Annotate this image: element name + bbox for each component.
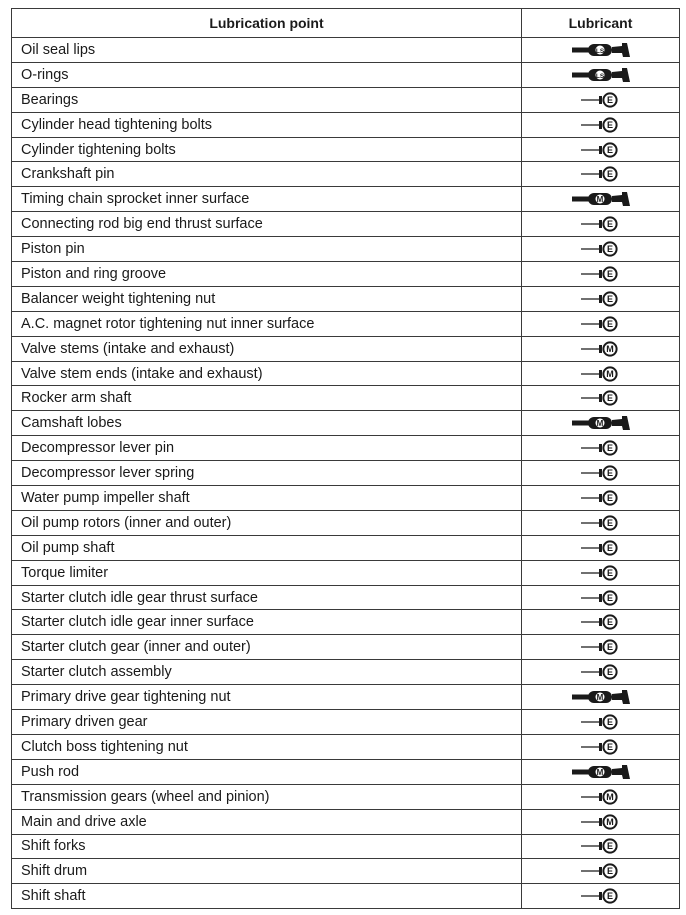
lubricant-code: E	[606, 617, 613, 628]
lubricant-code: E	[606, 294, 613, 305]
grease-gun-icon	[570, 763, 632, 781]
lubrication-point-cell: Piston pin	[12, 237, 522, 262]
lubricant-code: E	[606, 219, 613, 230]
lubricant-code: E	[606, 493, 613, 504]
lubrication-point-cell: Transmission gears (wheel and pinion)	[12, 784, 522, 809]
lubricant-code: E	[606, 518, 613, 529]
oil-can-icon	[579, 713, 623, 731]
table-row	[12, 859, 680, 884]
lubrication-point-cell: Clutch boss tightening nut	[12, 734, 522, 759]
lubricant-cell	[522, 486, 680, 511]
lubricant-cell	[522, 87, 680, 112]
lubrication-point-cell: O-rings	[12, 62, 522, 87]
lubricant-code: M	[596, 767, 603, 777]
lubricant-cell	[522, 585, 680, 610]
grease-gun-icon	[570, 41, 632, 59]
table-row	[12, 386, 680, 411]
lubricant-cell	[522, 759, 680, 784]
table-body	[12, 38, 680, 909]
table-row	[12, 87, 680, 112]
oil-can-icon	[579, 91, 623, 109]
table-row	[12, 461, 680, 486]
lubricant-code: E	[606, 119, 613, 130]
oil-can-icon	[579, 837, 623, 855]
lubricant-code: M	[605, 791, 614, 802]
oil-can-icon	[579, 365, 623, 383]
oil-can-icon	[579, 290, 623, 308]
oil-can-icon	[579, 215, 623, 233]
table-row	[12, 710, 680, 735]
lubrication-point-cell: Starter clutch idle gear thrust surface	[12, 585, 522, 610]
lubricant-cell	[522, 411, 680, 436]
lubrication-point-cell: Valve stems (intake and exhaust)	[12, 336, 522, 361]
oil-can-icon	[579, 589, 623, 607]
lubricant-code: E	[606, 667, 613, 678]
table-row	[12, 884, 680, 909]
lubrication-point-cell: Main and drive axle	[12, 809, 522, 834]
oil-can-icon	[579, 141, 623, 159]
grease-gun-icon	[570, 688, 632, 706]
oil-can-icon	[579, 116, 623, 134]
lubricant-cell	[522, 38, 680, 63]
lubricant-code: E	[606, 169, 613, 180]
lubrication-point-cell: Starter clutch idle gear inner surface	[12, 610, 522, 635]
lubrication-point-cell: Camshaft lobes	[12, 411, 522, 436]
lubricant-code: E	[606, 318, 613, 329]
header-lubricant: Lubricant	[522, 9, 680, 38]
lubrication-point-cell: Primary drive gear tightening nut	[12, 685, 522, 710]
table-row	[12, 685, 680, 710]
table-row	[12, 237, 680, 262]
table-row	[12, 62, 680, 87]
lubricant-cell	[522, 734, 680, 759]
lubrication-point-cell: Bearings	[12, 87, 522, 112]
lubricant-cell	[522, 535, 680, 560]
table-row	[12, 486, 680, 511]
lubricant-cell	[522, 710, 680, 735]
table-row	[12, 311, 680, 336]
table-row	[12, 212, 680, 237]
header-row	[12, 9, 680, 38]
oil-can-icon	[579, 738, 623, 756]
lubricant-code: E	[606, 269, 613, 280]
lubricant-code: E	[606, 742, 613, 753]
lubricant-code: M	[596, 419, 603, 429]
grease-gun-icon	[570, 190, 632, 208]
lubricant-code: M	[605, 343, 614, 354]
lubrication-point-cell: Rocker arm shaft	[12, 386, 522, 411]
lubrication-point-cell: Connecting rod big end thrust surface	[12, 212, 522, 237]
table-row	[12, 286, 680, 311]
oil-can-icon	[579, 389, 623, 407]
oil-can-icon	[579, 240, 623, 258]
table-row	[12, 635, 680, 660]
lubricant-cell	[522, 386, 680, 411]
lubricant-code: E	[606, 443, 613, 454]
lubricant-cell	[522, 62, 680, 87]
lubricant-cell	[522, 784, 680, 809]
table-row	[12, 560, 680, 585]
table-row	[12, 784, 680, 809]
oil-can-icon	[579, 564, 623, 582]
table-row	[12, 834, 680, 859]
lubricant-cell	[522, 461, 680, 486]
table-row	[12, 510, 680, 535]
lubrication-point-cell: Crankshaft pin	[12, 162, 522, 187]
lubricant-cell	[522, 212, 680, 237]
lubricant-code: M	[596, 195, 603, 205]
oil-can-icon	[579, 265, 623, 283]
lubricant-code: E	[606, 866, 613, 877]
lubricant-code: M	[605, 368, 614, 379]
lubricant-code: E	[606, 144, 613, 155]
table-row	[12, 734, 680, 759]
table-row	[12, 585, 680, 610]
lubrication-point-cell: Balancer weight tightening nut	[12, 286, 522, 311]
lubrication-point-cell: Primary driven gear	[12, 710, 522, 735]
table-row	[12, 436, 680, 461]
lubricant-cell	[522, 436, 680, 461]
table-row	[12, 610, 680, 635]
lubrication-point-cell: Shift shaft	[12, 884, 522, 909]
lubricant-cell	[522, 685, 680, 710]
oil-can-icon	[579, 514, 623, 532]
lubricant-code: M	[605, 816, 614, 827]
lubricant-cell	[522, 262, 680, 287]
lubricant-code: E	[606, 592, 613, 603]
oil-can-icon	[579, 638, 623, 656]
oil-can-icon	[579, 613, 623, 631]
oil-can-icon	[579, 663, 623, 681]
table-row	[12, 809, 680, 834]
oil-can-icon	[579, 788, 623, 806]
lubricant-code: E	[606, 891, 613, 902]
lubrication-point-cell: Valve stem ends (intake and exhaust)	[12, 361, 522, 386]
lubricant-code: E	[606, 94, 613, 105]
lubricant-cell	[522, 859, 680, 884]
table-row	[12, 137, 680, 162]
table-row	[12, 162, 680, 187]
lubrication-point-cell: A.C. magnet rotor tightening nut inner surface	[12, 311, 522, 336]
table-row	[12, 262, 680, 287]
lubrication-point-cell: Oil pump rotors (inner and outer)	[12, 510, 522, 535]
oil-can-icon	[579, 439, 623, 457]
lubricant-cell	[522, 187, 680, 212]
table-row	[12, 759, 680, 784]
lubricant-cell	[522, 635, 680, 660]
lubrication-point-cell: Water pump impeller shaft	[12, 486, 522, 511]
lubricant-cell	[522, 809, 680, 834]
lubrication-point-cell: Decompressor lever pin	[12, 436, 522, 461]
lubrication-point-cell: Decompressor lever spring	[12, 461, 522, 486]
oil-can-icon	[579, 813, 623, 831]
oil-can-icon	[579, 862, 623, 880]
lubrication-point-cell: Starter clutch assembly	[12, 660, 522, 685]
lubricant-code: LS	[595, 47, 604, 55]
lubricant-cell	[522, 311, 680, 336]
lubricant-code: E	[606, 468, 613, 479]
oil-can-icon	[579, 315, 623, 333]
lubricant-cell	[522, 834, 680, 859]
lubricant-cell	[522, 336, 680, 361]
lubrication-point-cell: Torque limiter	[12, 560, 522, 585]
lubricant-code: E	[606, 542, 613, 553]
table-row	[12, 361, 680, 386]
lubricant-cell	[522, 884, 680, 909]
lubricant-cell	[522, 162, 680, 187]
lubrication-point-cell: Timing chain sprocket inner surface	[12, 187, 522, 212]
lubricant-cell	[522, 137, 680, 162]
lubrication-point-cell: Cylinder tightening bolts	[12, 137, 522, 162]
lubricant-cell	[522, 361, 680, 386]
lubricant-code: E	[606, 393, 613, 404]
lubrication-point-cell: Piston and ring groove	[12, 262, 522, 287]
table-row	[12, 535, 680, 560]
oil-can-icon	[579, 165, 623, 183]
lubricant-cell	[522, 660, 680, 685]
lubricant-cell	[522, 610, 680, 635]
lubrication-point-cell: Shift forks	[12, 834, 522, 859]
table-row	[12, 660, 680, 685]
lubricant-code: E	[606, 841, 613, 852]
oil-can-icon	[579, 887, 623, 905]
lubricant-code: LS	[595, 72, 604, 80]
lubrication-point-cell: Shift drum	[12, 859, 522, 884]
lubrication-point-cell: Cylinder head tightening bolts	[12, 112, 522, 137]
lubrication-table	[11, 8, 680, 909]
lubricant-code: E	[606, 717, 613, 728]
lubricant-cell	[522, 560, 680, 585]
table-row	[12, 336, 680, 361]
lubricant-cell	[522, 237, 680, 262]
lubricant-code: M	[596, 692, 603, 702]
lubricant-code: E	[606, 567, 613, 578]
table-row	[12, 187, 680, 212]
lubricant-cell	[522, 112, 680, 137]
lubricant-code: E	[606, 642, 613, 653]
grease-gun-icon	[570, 414, 632, 432]
table-row	[12, 38, 680, 63]
grease-gun-icon	[570, 66, 632, 84]
oil-can-icon	[579, 539, 623, 557]
header-lubrication-point: Lubrication point	[12, 9, 522, 38]
table-row	[12, 112, 680, 137]
lubricant-cell	[522, 286, 680, 311]
lubricant-code: E	[606, 244, 613, 255]
oil-can-icon	[579, 340, 623, 358]
table-row	[12, 411, 680, 436]
lubrication-point-cell: Oil seal lips	[12, 38, 522, 63]
lubrication-point-cell: Starter clutch gear (inner and outer)	[12, 635, 522, 660]
oil-can-icon	[579, 489, 623, 507]
lubrication-point-cell: Oil pump shaft	[12, 535, 522, 560]
oil-can-icon	[579, 464, 623, 482]
lubricant-cell	[522, 510, 680, 535]
lubrication-point-cell: Push rod	[12, 759, 522, 784]
